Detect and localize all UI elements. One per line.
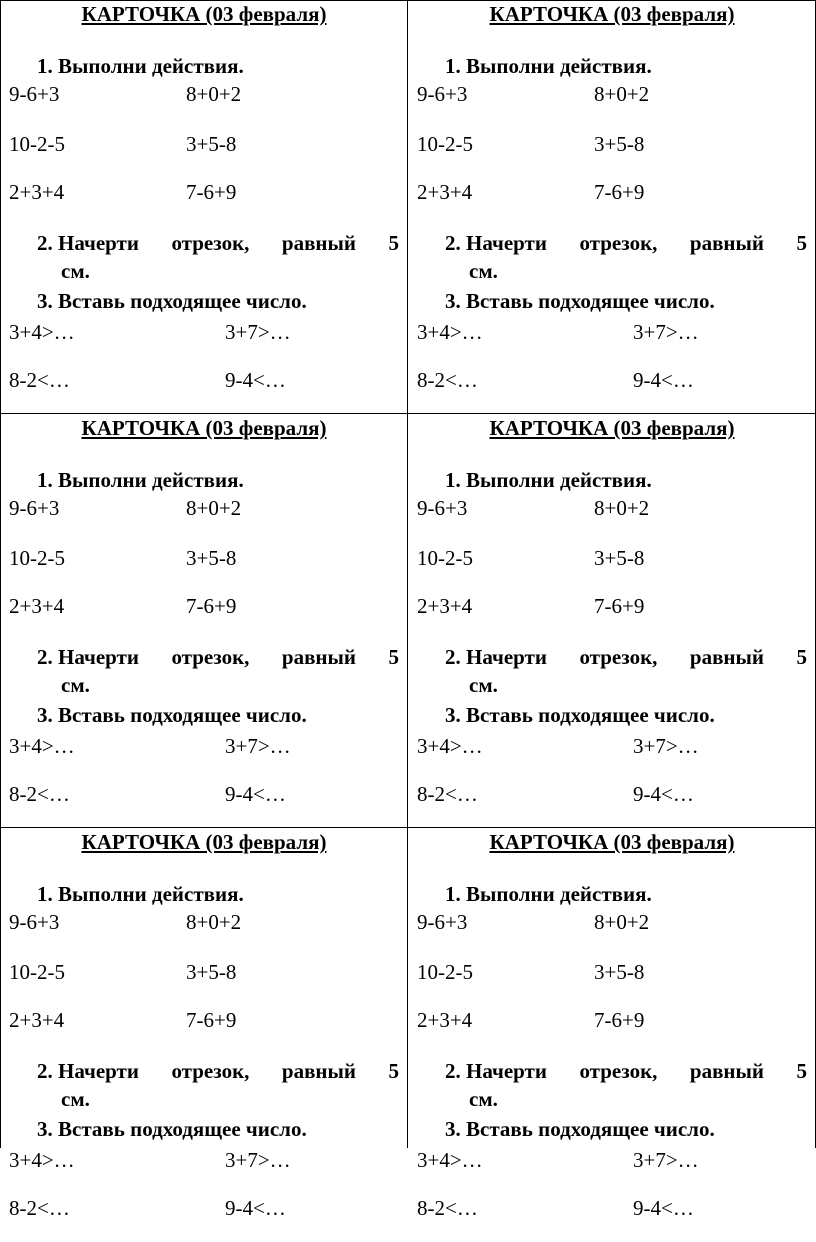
task-2-word: 5	[796, 645, 807, 669]
task-2-word: отрезок,	[171, 231, 250, 255]
task-2-word: 2. Начерти	[445, 1059, 547, 1083]
expression: 7-6+9	[594, 180, 645, 204]
task-2-heading	[445, 645, 807, 669]
card	[408, 414, 816, 828]
task-2-word: равный	[281, 231, 357, 255]
comparison: 9-4<…	[225, 782, 286, 806]
task-2-word: отрезок,	[579, 645, 658, 669]
expression: 8+0+2	[186, 496, 242, 520]
expression: 2+3+4	[417, 594, 473, 618]
table-column-divider	[407, 0, 408, 1148]
task-2-word: равный	[281, 645, 357, 669]
task-2-continuation: см.	[469, 673, 498, 697]
expression: 7-6+9	[594, 1008, 645, 1032]
expression: 8+0+2	[594, 82, 650, 106]
card	[408, 0, 816, 414]
comparison: 9-4<…	[633, 1196, 694, 1220]
expression: 2+3+4	[417, 1008, 473, 1032]
task-2-word: равный	[689, 231, 765, 255]
expression: 8+0+2	[594, 910, 650, 934]
comparison: 3+4>…	[417, 734, 483, 758]
expression: 3+5-8	[594, 546, 645, 570]
comparison: 3+4>…	[417, 320, 483, 344]
comparison: 9-4<…	[633, 368, 694, 392]
comparison: 3+7>…	[633, 320, 699, 344]
comparison: 8-2<…	[9, 368, 70, 392]
expression: 9-6+3	[9, 82, 60, 106]
task-1-heading: 1. Выполни действия.	[37, 882, 244, 906]
card	[0, 0, 408, 414]
task-3-heading: 3. Вставь подходящее число.	[37, 289, 307, 313]
comparison: 3+4>…	[417, 1148, 483, 1172]
expression: 9-6+3	[9, 496, 60, 520]
expression: 9-6+3	[417, 910, 468, 934]
expression: 3+5-8	[186, 546, 237, 570]
expression: 3+5-8	[186, 132, 237, 156]
task-3-heading: 3. Вставь подходящее число.	[37, 703, 307, 727]
task-2-continuation: см.	[61, 1087, 90, 1111]
task-3-heading: 3. Вставь подходящее число.	[37, 1117, 307, 1141]
expression: 3+5-8	[594, 960, 645, 984]
task-2-continuation: см.	[61, 259, 90, 283]
task-3-heading: 3. Вставь подходящее число.	[445, 703, 715, 727]
card-title: КАРТОЧКА (03 февраля)	[489, 2, 735, 26]
comparison: 9-4<…	[225, 1196, 286, 1220]
task-2-word: 5	[388, 1059, 399, 1083]
comparison: 3+7>…	[633, 1148, 699, 1172]
task-2-word: 5	[388, 231, 399, 255]
task-2-word: 5	[388, 645, 399, 669]
comparison: 8-2<…	[9, 1196, 70, 1220]
task-1-heading: 1. Выполни действия.	[37, 54, 244, 78]
comparison: 3+7>…	[225, 320, 291, 344]
expression: 9-6+3	[9, 910, 60, 934]
task-2-word: 2. Начерти	[37, 645, 139, 669]
task-2-word: отрезок,	[579, 231, 658, 255]
comparison: 8-2<…	[9, 782, 70, 806]
card-title: КАРТОЧКА (03 февраля)	[81, 2, 327, 26]
expression: 8+0+2	[186, 910, 242, 934]
task-3-heading: 3. Вставь подходящее число.	[445, 289, 715, 313]
expression: 9-6+3	[417, 82, 468, 106]
task-2-heading	[445, 231, 807, 255]
task-1-heading: 1. Выполни действия.	[445, 468, 652, 492]
comparison: 8-2<…	[417, 368, 478, 392]
comparison: 3+4>…	[9, 1148, 75, 1172]
task-2-word: равный	[281, 1059, 357, 1083]
table-row-divider	[0, 413, 816, 414]
task-2-word: 2. Начерти	[445, 231, 547, 255]
expression: 7-6+9	[186, 594, 237, 618]
expression: 10-2-5	[417, 960, 473, 984]
expression: 10-2-5	[9, 960, 65, 984]
card	[408, 828, 816, 1242]
expression: 7-6+9	[186, 1008, 237, 1032]
expression: 3+5-8	[594, 132, 645, 156]
expression: 8+0+2	[186, 82, 242, 106]
task-2-word: 5	[796, 1059, 807, 1083]
expression: 3+5-8	[186, 960, 237, 984]
task-2-heading	[37, 645, 399, 669]
expression: 7-6+9	[186, 180, 237, 204]
table-row-divider	[0, 827, 816, 828]
task-3-heading: 3. Вставь подходящее число.	[445, 1117, 715, 1141]
task-2-word: отрезок,	[579, 1059, 658, 1083]
card-title: КАРТОЧКА (03 февраля)	[489, 416, 735, 440]
card	[0, 828, 408, 1242]
task-2-heading	[37, 1059, 399, 1083]
task-2-word: 2. Начерти	[37, 1059, 139, 1083]
task-2-word: равный	[689, 1059, 765, 1083]
task-2-continuation: см.	[469, 259, 498, 283]
expression: 7-6+9	[594, 594, 645, 618]
task-2-word: 5	[796, 231, 807, 255]
card-title: КАРТОЧКА (03 февраля)	[81, 416, 327, 440]
task-1-heading: 1. Выполни действия.	[445, 882, 652, 906]
expression: 2+3+4	[9, 594, 65, 618]
task-2-word: равный	[689, 645, 765, 669]
expression: 2+3+4	[9, 180, 65, 204]
task-2-heading	[445, 1059, 807, 1083]
table-border-left	[0, 0, 1, 1148]
task-1-heading: 1. Выполни действия.	[445, 54, 652, 78]
task-2-heading	[37, 231, 399, 255]
card-title: КАРТОЧКА (03 февраля)	[81, 830, 327, 854]
task-2-continuation: см.	[469, 1087, 498, 1111]
task-2-word: 2. Начерти	[37, 231, 139, 255]
comparison: 9-4<…	[225, 368, 286, 392]
comparison: 8-2<…	[417, 1196, 478, 1220]
expression: 10-2-5	[9, 546, 65, 570]
comparison: 8-2<…	[417, 782, 478, 806]
expression: 10-2-5	[9, 132, 65, 156]
table-border-top	[0, 0, 816, 1]
comparison: 3+4>…	[9, 734, 75, 758]
expression: 10-2-5	[417, 132, 473, 156]
task-2-word: 2. Начерти	[445, 645, 547, 669]
expression: 9-6+3	[417, 496, 468, 520]
comparison: 3+7>…	[225, 1148, 291, 1172]
card-title: КАРТОЧКА (03 февраля)	[489, 830, 735, 854]
comparison: 3+7>…	[225, 734, 291, 758]
expression: 8+0+2	[594, 496, 650, 520]
task-2-word: отрезок,	[171, 1059, 250, 1083]
comparison: 9-4<…	[633, 782, 694, 806]
card	[0, 414, 408, 828]
comparison: 3+4>…	[9, 320, 75, 344]
task-2-word: отрезок,	[171, 645, 250, 669]
expression: 2+3+4	[417, 180, 473, 204]
expression: 2+3+4	[9, 1008, 65, 1032]
task-2-continuation: см.	[61, 673, 90, 697]
expression: 10-2-5	[417, 546, 473, 570]
comparison: 3+7>…	[633, 734, 699, 758]
task-1-heading: 1. Выполни действия.	[37, 468, 244, 492]
